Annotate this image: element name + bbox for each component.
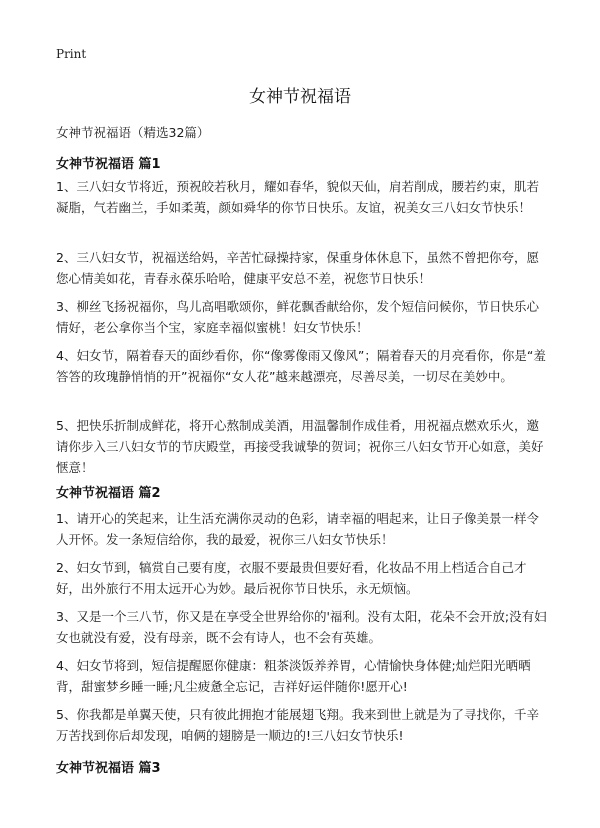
paragraph: 3、柳丝飞扬祝福你，鸟儿高唱歌颂你，鲜花飘香献给你，发个短信问候你，节日快乐心情好，老公拿你当个宝，家庭幸福似蜜桃！妇女节快乐！ <box>56 299 539 335</box>
paragraph: 4、妇女节将到，短信提醒愿你健康：粗茶淡饭养养胃，心情愉快身体健;灿烂阳光晒晒背，甜蜜梦乡睡一睡;凡尘疲惫全忘记，吉祥好运伴随你!愿开心! <box>56 658 531 694</box>
section-heading: 女神节祝福语 篇1 <box>56 157 161 172</box>
paragraph: 1、三八妇女节将近，预祝皎若秋月，耀如春华，貌似天仙，肩若削成，腰若约束，肌若凝脂，气若幽兰，手如柔荑，颜如舜华的你节日快乐。友谊，祝美女三八妇女节快乐！ <box>56 179 539 215</box>
paragraph: 3、又是一个三八节，你又是在享受全世界给你的'福利。没有太阳，花朵不会开放;没有妇女也就没有爱，没有母亲，既不会有诗人，也不会有英雄。 <box>56 609 547 645</box>
page-title: 女神节祝福语 <box>249 87 351 107</box>
paragraph: 1、请开心的笑起来，让生活充满你灵动的色彩，请幸福的唱起来，让日子像美景一样令人开怀。发一条短信给你，我的最爱，祝你三八妇女节快乐！ <box>56 511 539 547</box>
paragraph: 4、妇女节，隔着春天的面纱看你，你“像雾像雨又像风”；隔着春天的月亮看你，你是“羞答答的玫瑰静悄悄的开”祝福你“女人花”越来越漂亮，尽善尽美，一切尽在美妙中。 <box>56 348 546 384</box>
print-link[interactable]: Print <box>56 47 87 61</box>
document-subtitle: 女神节祝福语（精选32篇） <box>56 125 210 140</box>
paragraph: 5、把快乐折制成鲜花，将开心熬制成美酒，用温馨制作成佳肴，用祝福点燃欢乐火，邀请你步入三八妇女节的节庆殿堂，再接受我诚挚的贺词；祝你三八妇女节开心如意，美好惬意！ <box>56 418 544 475</box>
paragraph: 2、三八妇女节，祝福送给妈，辛苦忙碌操持家，保重身体休息下，虽然不曾把你夸，愿您心情美如花，青春永葆乐哈哈，健康平安总不差，祝您节日快乐！ <box>56 250 539 286</box>
section-heading: 女神节祝福语 篇2 <box>56 486 161 501</box>
paragraph: 2、妇女节到，犒赏自己要有度，衣服不要最贵但要好看，化妆品不用上档适合自己才好，出外旅行不用太远开心为妙。最后祝你节日快乐，永无烦恼。 <box>56 560 527 596</box>
section-heading: 女神节祝福语 篇3 <box>56 761 161 776</box>
paragraph: 5、你我都是单翼天使，只有彼此拥抱才能展翅飞翔。我来到世上就是为了寻找你，千辛万苦找到你后却发现，咱俩的翅膀是一顺边的!三八妇女节快乐! <box>56 707 539 743</box>
